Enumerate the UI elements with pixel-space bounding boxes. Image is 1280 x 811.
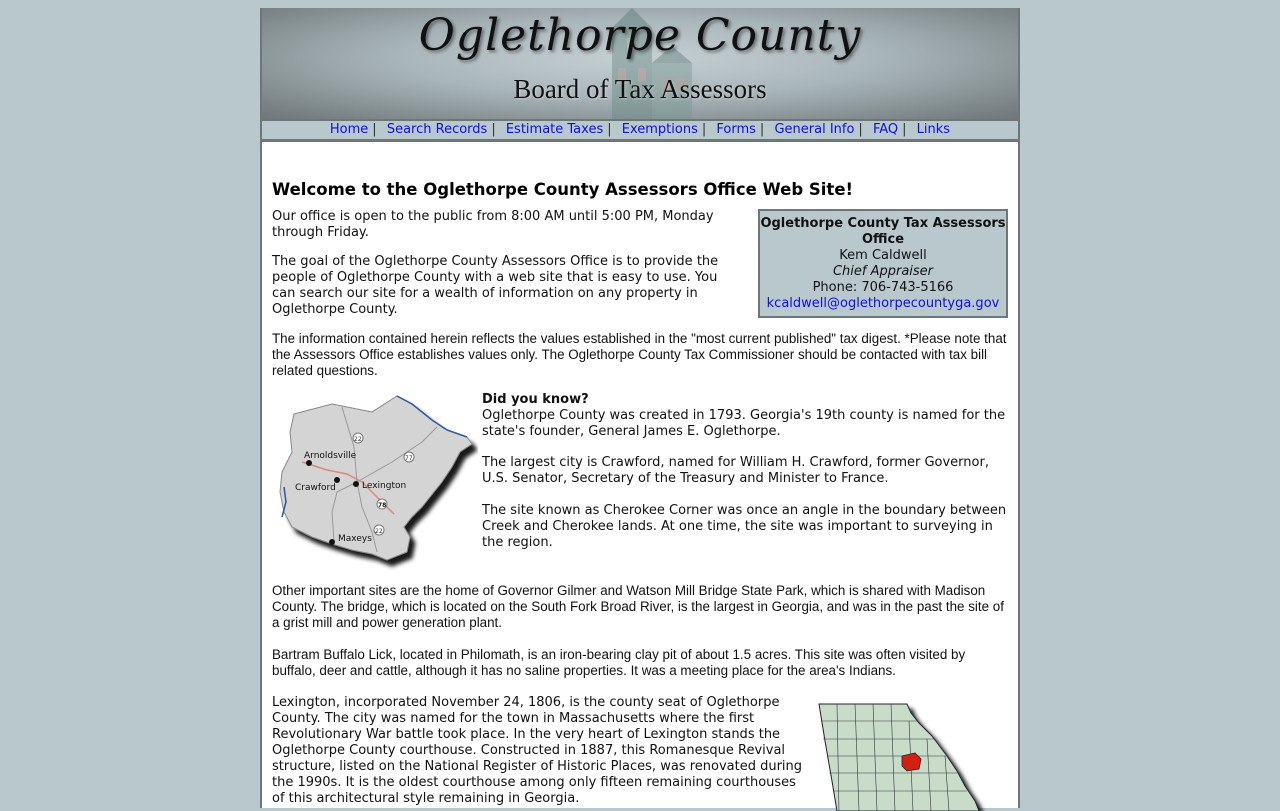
page-title: Welcome to the Oglethorpe County Assessors Office Web Site! bbox=[272, 180, 854, 199]
contact-name: Kem Caldwell bbox=[839, 248, 927, 263]
nav-separator: | bbox=[372, 122, 377, 137]
fact-text: The site known as Cherokee Corner was once an angle in the boundary between Creek and Cherokee lands. At one time, the site was important to surveying in the region. bbox=[482, 503, 1007, 550]
did-you-know-title: Did you know? bbox=[482, 392, 589, 407]
contact-box bbox=[758, 209, 1008, 318]
nav-separator: | bbox=[701, 122, 707, 137]
nav-separator: | bbox=[607, 122, 612, 137]
site-banner bbox=[262, 8, 1018, 119]
svg-text:Lexington: Lexington bbox=[362, 481, 407, 491]
fact-text: Oglethorpe County was created in 1793. Georgia's 19th county is named for the state's founder, General James E. Oglethorpe. bbox=[482, 408, 1006, 439]
goal-text: The goal of the Oglethorpe County Assessors Office is to provide the people of Oglethorpe County with a web site that is easy to use. You can search our site for a wealth of information on any property in Oglethorpe County. bbox=[272, 254, 719, 317]
svg-text:Arnoldsville: Arnoldsville bbox=[304, 451, 357, 461]
banner-title: Oglethorpe County bbox=[418, 10, 862, 61]
nav-faq[interactable]: FAQ bbox=[872, 122, 899, 137]
svg-text:77: 77 bbox=[405, 455, 413, 462]
nav-separator: | bbox=[491, 122, 496, 137]
fact-text: Other important sites are the home of Governor Gilmer and Watson Mill Bridge State Park, which is shared with Madison County. The bridge, which is located on the South Fork Broad River, is the largest in Georgia, and was in the past the site of a grist mill and power generation plant. bbox=[272, 583, 1004, 630]
main-content bbox=[262, 180, 1018, 807]
contact-phone: Phone: 706-743-5166 bbox=[812, 280, 954, 295]
main-nav bbox=[262, 119, 1018, 142]
fact-text: Lexington, incorporated November 24, 1806, is the county seat of Oglethorpe County. The city was named for the town in Massachusetts where the first Revolutionary War battle took place. In the very heart of Lexington stands the Oglethorpe County courthouse. Constructed in 1887, this Romanesque Revival structure, listed on the National Register of Historic Places, was renovated during the 1990s. It is the oldest courthouse among only fifteen remaining courthouses of this architectural style remaining in Georgia. bbox=[272, 695, 803, 806]
svg-text:Maxeys: Maxeys bbox=[338, 534, 372, 544]
nav-separator: | bbox=[759, 122, 765, 137]
svg-text:22: 22 bbox=[375, 528, 383, 535]
nav-exemptions[interactable]: Exemptions bbox=[621, 122, 698, 137]
svg-text:Crawford: Crawford bbox=[295, 483, 336, 493]
nav-search-records[interactable]: Search Records bbox=[386, 122, 488, 137]
fact-text: Bartram Buffalo Lick, located in Philomath, is an iron-bearing clay pit of about 1.5 acres. This site was often visited by buffalo, deer and cattle, although it has no saline properties. It was a meeting place for the area's Indians. bbox=[272, 647, 966, 678]
disclaimer-text: The information contained herein reflects the values established in the "most current published" tax digest. *Please note that the Assessors Office establishes values only. The Oglethorpe County Tax Commissioner should be contacted with tax bill related questions. bbox=[272, 331, 1007, 378]
contact-role: Chief Appraiser bbox=[832, 264, 934, 279]
page-container bbox=[260, 8, 1020, 808]
nav-separator: | bbox=[858, 122, 863, 137]
nav-links[interactable]: Links bbox=[916, 122, 951, 137]
nav-separator: | bbox=[902, 122, 907, 137]
office-hours-text: Our office is open to the public from 8:00 AM until 5:00 PM, Monday through Friday. bbox=[272, 209, 714, 240]
banner-subtitle: Board of Tax Assessors bbox=[513, 74, 767, 104]
county-map-image bbox=[272, 392, 478, 570]
nav-home[interactable]: Home bbox=[329, 122, 369, 137]
contact-email-link[interactable]: kcaldwell@oglethorpecountyga.gov bbox=[766, 296, 1000, 311]
nav-estimate-taxes[interactable]: Estimate Taxes bbox=[505, 122, 604, 137]
fact-text: The largest city is Crawford, named for William H. Crawford, former Governor, U.S. Senator, Secretary of the Treasury and Minister to France. bbox=[482, 455, 989, 486]
georgia-map-image bbox=[807, 701, 1012, 811]
contact-org: Oglethorpe County Tax Assessors Office bbox=[760, 216, 1006, 247]
nav-general-info[interactable]: General Info bbox=[774, 122, 855, 137]
svg-text:22: 22 bbox=[354, 436, 362, 443]
nav-forms[interactable]: Forms bbox=[716, 122, 756, 137]
svg-text:78: 78 bbox=[378, 502, 387, 509]
